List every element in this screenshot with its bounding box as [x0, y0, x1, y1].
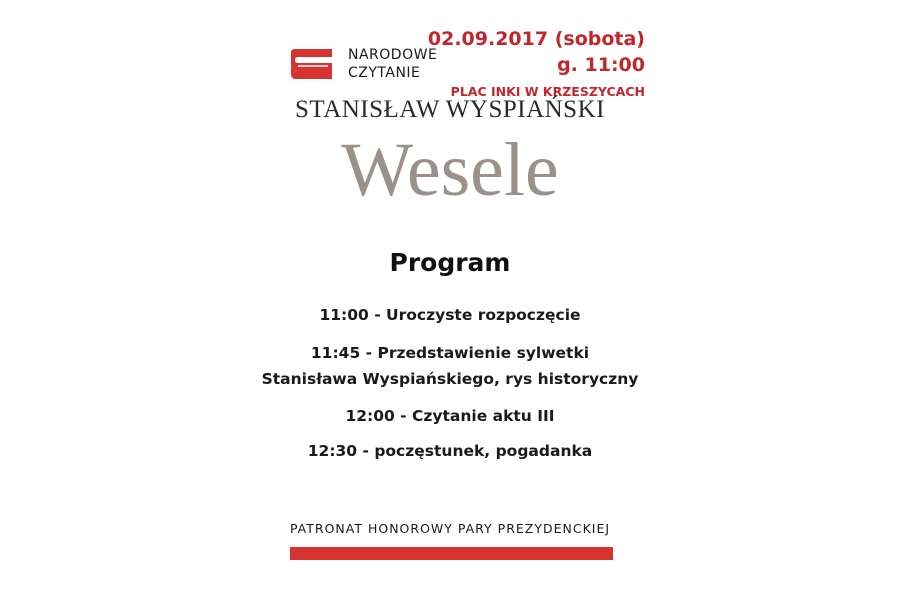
author-name: STANISŁAW WYSPIAŃSKI — [295, 96, 605, 123]
book-icon — [288, 48, 334, 80]
logo-text — [348, 46, 437, 82]
program-item — [0, 403, 900, 429]
program-item — [0, 340, 900, 392]
program-item-line: 11:45 - Przedstawienie sylwetki — [310, 344, 590, 362]
red-divider-bar — [290, 547, 613, 560]
program-item-line: 12:00 - Czytanie aktu III — [345, 407, 555, 425]
program-item — [0, 302, 900, 328]
event-info — [428, 26, 645, 102]
event-time: g. 11:00 — [557, 54, 645, 76]
logo-line-1: NARODOWE — [348, 47, 438, 63]
program-item — [0, 438, 900, 464]
event-date: 02.09.2017 (sobota) — [427, 28, 645, 50]
patronage-text: PATRONAT HONOROWY PARY PREZYDENCKIEJ — [289, 521, 611, 536]
logo-line-2: CZYTANIE — [348, 65, 421, 81]
program-item-line: 11:00 - Uroczyste rozpoczęcie — [319, 306, 581, 324]
program-item-line: Stanisława Wyspiańskiego, rys historyczny — [261, 370, 639, 388]
program-item-line: 12:30 - poczęstunek, pogadanka — [307, 442, 593, 460]
work-title: Wesele — [341, 128, 559, 212]
program-heading: Program — [389, 248, 511, 277]
event-place: PLAC INKI W KRZESZYCACH — [450, 84, 645, 99]
